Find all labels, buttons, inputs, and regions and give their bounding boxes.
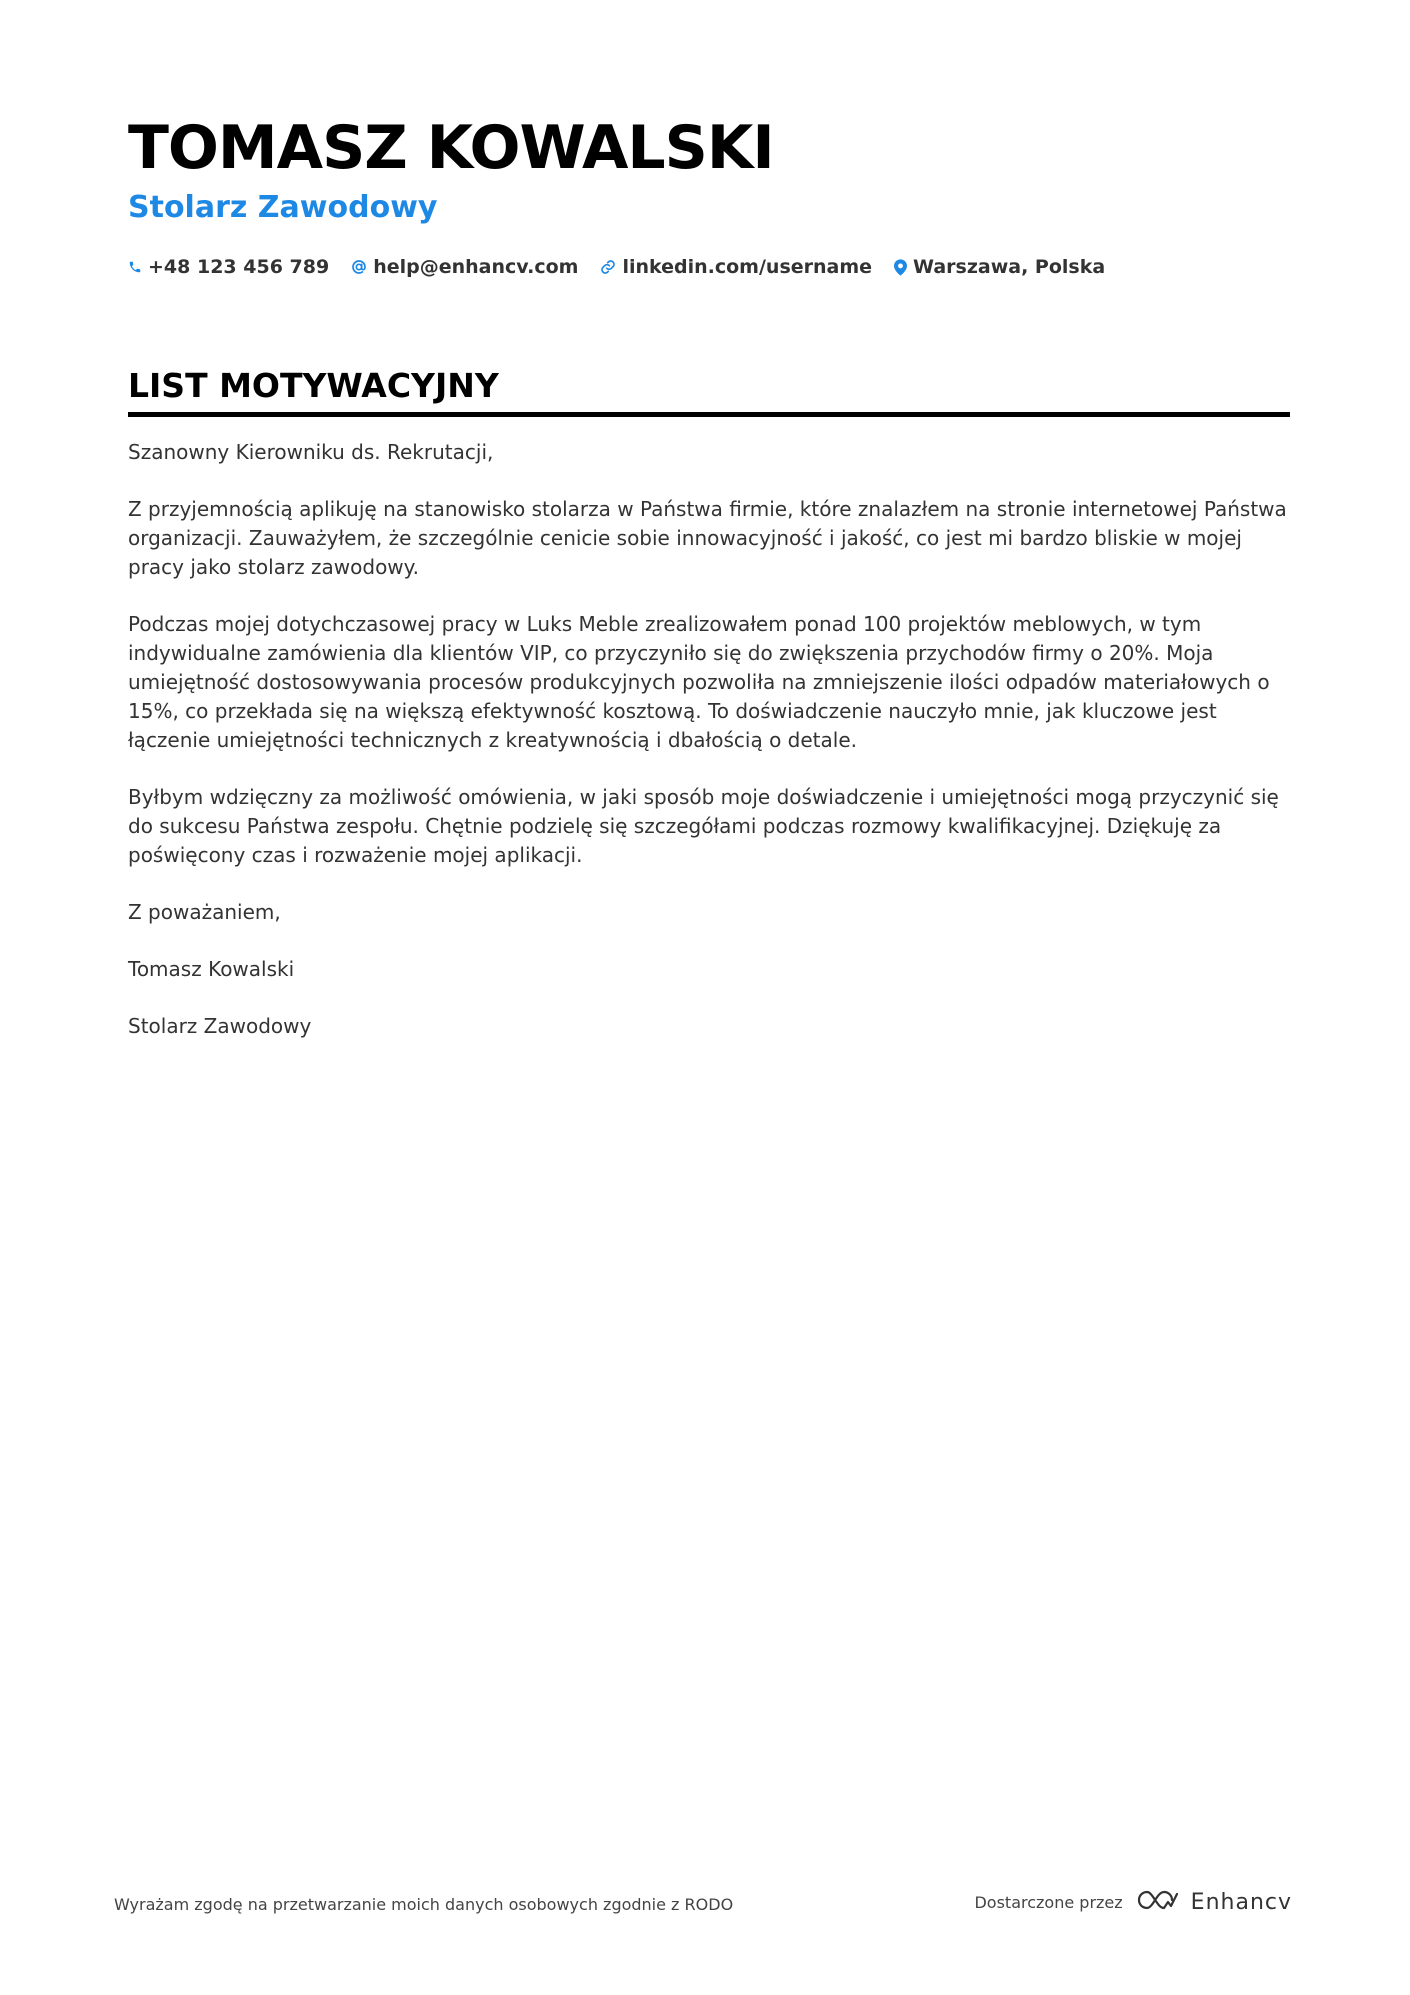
signature-title: Stolarz Zawodowy xyxy=(128,1014,312,1038)
linkedin-text[interactable]: linkedin.com/username xyxy=(622,256,873,278)
signature-name: Tomasz Kowalski xyxy=(128,957,295,981)
enhancv-logo[interactable] xyxy=(1135,1888,1292,1917)
footer-branding xyxy=(974,1888,1292,1917)
at-icon xyxy=(351,259,367,275)
letter-body xyxy=(128,438,1290,1069)
letter-paragraph: Podczas mojej dotychczasowej pracy w Luks Meble zrealizowałem ponad 100 projektów meblowych, w tym indywidualne zamówienia dla klientów VIP, co przyczyniło się do zwiększenia przychodów firmy o 20%. Moja umiejętność dostosowywania procesów produkcyjnych pozwoliła na zmniejszenie ilości odpadów materiałowych o 15%, co przekłada się na większą efektywność kosztową. To doświadczenie nauczyło mnie, jak kluczowe jest łączenie umiejętności technicznych z kreatywnością i dbałością o detale. xyxy=(128,612,1270,752)
gdpr-consent: Wyrażam zgodę na przetwarzanie moich danych osobowych zgodnie z RODO xyxy=(114,1895,734,1914)
contact-phone xyxy=(128,252,329,282)
phone-icon xyxy=(128,259,142,275)
location-text: Warszawa, Polska xyxy=(913,256,1106,278)
location-pin-icon xyxy=(894,259,907,276)
candidate-title: Stolarz Zawodowy xyxy=(128,190,438,225)
letter-paragraph: Byłbym wdzięczny za możliwość omówienia, w jaki sposób moje doświadczenie i umiejętności mogą przyczynić się do sukcesu Państwa zespołu. Chętnie podzielę się szczegółami podczas rozmowy kwalifikacyjnej. Dziękuję za poświęcony czas i rozważenie mojej aplikacji. xyxy=(128,785,1279,867)
contact-email[interactable] xyxy=(351,252,578,282)
email-text[interactable]: help@enhancv.com xyxy=(373,256,579,278)
candidate-name: TOMASZ KOWALSKI xyxy=(128,113,774,183)
link-icon xyxy=(600,259,616,275)
letter-closing: Z poważaniem, xyxy=(128,900,281,924)
provided-by-label: Dostarczone przez xyxy=(974,1893,1123,1912)
letter-paragraph: Z przyjemnością aplikuję na stanowisko stolarza w Państwa firmie, które znalazłem na stronie internetowej Państwa organizacji. Zauważyłem, że szczególnie cenicie sobie innowacyjność i jakość, co jest mi bardzo bliskie w mojej pracy jako stolarz zawodowy. xyxy=(128,497,1287,579)
contact-linkedin[interactable] xyxy=(600,252,872,282)
section-heading: LIST MOTYWACYJNY xyxy=(128,364,1290,417)
contact-bar xyxy=(128,252,1105,282)
letter-greeting: Szanowny Kierowniku ds. Rekrutacji, xyxy=(128,440,494,464)
brand-name: Enhancv xyxy=(1190,1890,1292,1915)
phone-text: +48 123 456 789 xyxy=(148,256,330,278)
infinity-logo-icon xyxy=(1135,1888,1181,1917)
contact-location xyxy=(894,252,1105,282)
